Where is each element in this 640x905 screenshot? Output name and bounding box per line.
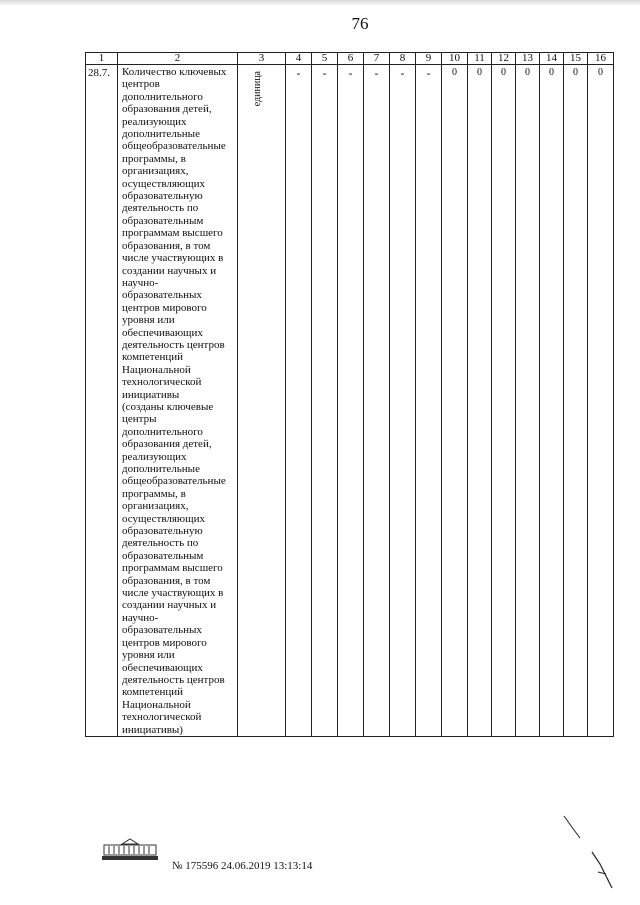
scan-edge — [0, 0, 640, 6]
column-header: 12 — [492, 53, 516, 65]
indicator-name-line: создании научных и — [122, 264, 217, 277]
column-header: 13 — [516, 53, 540, 65]
indicator-name-line: образования детей, — [122, 103, 212, 116]
column-header: 15 — [564, 53, 588, 65]
indicator-name-line: технологической — [122, 376, 202, 389]
column-header: 8 — [390, 53, 416, 65]
value-cell: - — [312, 65, 338, 737]
indicator-name-line: компетенций — [122, 351, 184, 364]
indicator-name-line: центров — [122, 78, 160, 91]
value-cell: 0 — [442, 65, 468, 737]
table-row — [86, 65, 614, 737]
indicator-name-line: числе участвующих в — [122, 587, 224, 600]
stamp-timestamp: 24.06.2019 13:13:14 — [221, 860, 313, 872]
column-header: 14 — [540, 53, 564, 65]
indicator-name-line: образовательную — [122, 190, 203, 203]
indicator-name-line: обеспечивающих — [122, 661, 203, 674]
column-header: 2 — [118, 53, 238, 65]
indicator-name-line: уровня или — [122, 314, 175, 327]
indicator-name-line: общеобразовательные — [122, 140, 226, 153]
registration-stamp — [172, 860, 312, 872]
indicator-name-line: деятельность центров — [122, 673, 225, 686]
indicator-name-line: обеспечивающих — [122, 326, 203, 339]
column-header: 11 — [468, 53, 492, 65]
indicator-name-line: (созданы ключевые — [122, 400, 214, 413]
row-number: 28.7. — [86, 65, 118, 737]
indicator-name-line: организациях, — [122, 165, 189, 178]
indicator-name-line: технологической — [122, 711, 202, 724]
column-header: 3 — [238, 53, 286, 65]
indicator-name-line: деятельность центров — [122, 338, 225, 351]
value-cell: - — [364, 65, 390, 737]
unit-cell — [238, 65, 286, 737]
indicator-name-line: образовательным — [122, 214, 204, 227]
indicator-name-line: реализующих — [122, 450, 187, 463]
value-cell: 0 — [468, 65, 492, 737]
indicator-name-line: программам высшего — [122, 227, 223, 240]
indicator-name-line: образовательную — [122, 525, 203, 538]
indicator-name-line: дополнительные — [122, 128, 200, 141]
document-number: № 175596 — [172, 860, 219, 872]
indicator-name-line: Количество ключевых — [122, 66, 227, 78]
indicator-name-line: научно- — [122, 611, 159, 624]
value-cell: - — [416, 65, 442, 737]
value-cell: 0 — [588, 65, 614, 737]
indicator-name-line: образования, в том — [122, 239, 211, 252]
indicator-name-line: образовательных — [122, 624, 202, 637]
indicator-name-line: программы, в — [122, 152, 186, 165]
indicator-name-line: компетенций — [122, 686, 184, 699]
indicator-name-line: числе участвующих в — [122, 252, 224, 265]
indicator-name-line: деятельность по — [122, 202, 199, 215]
column-header: 9 — [416, 53, 442, 65]
column-header: 1 — [86, 53, 118, 65]
unit-label: единица — [252, 71, 263, 107]
column-header: 16 — [588, 53, 614, 65]
value-cell: - — [390, 65, 416, 737]
indicator-name-line: реализующих — [122, 115, 187, 128]
indicator-name-line: Национальной — [122, 698, 191, 711]
indicator-name-line: деятельность по — [122, 537, 199, 550]
indicator-name-line: центры — [122, 413, 157, 426]
indicator-name-line: создании научных и — [122, 599, 217, 612]
column-header: 7 — [364, 53, 390, 65]
building-seal-icon — [100, 838, 160, 862]
indicator-name-line: программы, в — [122, 487, 186, 500]
value-cell: 0 — [564, 65, 588, 737]
column-numbers-row — [86, 53, 614, 65]
value-cell: 0 — [540, 65, 564, 737]
indicator-name-line: дополнительные — [122, 463, 200, 475]
indicator-name-line: научно- — [122, 276, 159, 289]
indicator-name-line: Национальной — [122, 363, 191, 376]
data-table — [85, 52, 614, 737]
indicator-name-line: образования детей, — [122, 438, 212, 451]
column-header: 10 — [442, 53, 468, 65]
page-number: 76 — [351, 14, 369, 33]
column-header: 6 — [338, 53, 364, 65]
indicator-name-line: общеобразовательные — [122, 475, 226, 488]
value-cell: 0 — [492, 65, 516, 737]
value-cell: - — [286, 65, 312, 737]
indicator-name-line: уровня или — [122, 649, 175, 662]
indicator-name-line: образования, в том — [122, 574, 211, 587]
indicator-name-line: образовательных — [122, 289, 202, 302]
pen-mark-icon — [548, 812, 618, 897]
indicator-name-line: организациях, — [122, 500, 189, 513]
indicator-name-line: осуществляющих — [122, 177, 205, 190]
column-header: 4 — [286, 53, 312, 65]
value-cell: 0 — [516, 65, 540, 737]
indicator-name-line: дополнительного — [122, 90, 203, 103]
column-header: 5 — [312, 53, 338, 65]
indicator-name-line: дополнительного — [122, 425, 203, 438]
indicator-name-line: осуществляющих — [122, 512, 205, 525]
indicator-name-line: инициативы) — [122, 723, 183, 736]
indicator-name-line: центров мирового — [122, 301, 207, 314]
indicator-name — [118, 65, 238, 737]
indicator-name-line: программам высшего — [122, 562, 223, 575]
indicator-name-line: центров мирового — [122, 636, 207, 649]
indicator-name-line: инициативы — [122, 388, 180, 401]
indicator-name-line: образовательным — [122, 549, 204, 562]
value-cell: - — [338, 65, 364, 737]
indicator-name-lines — [122, 66, 235, 736]
